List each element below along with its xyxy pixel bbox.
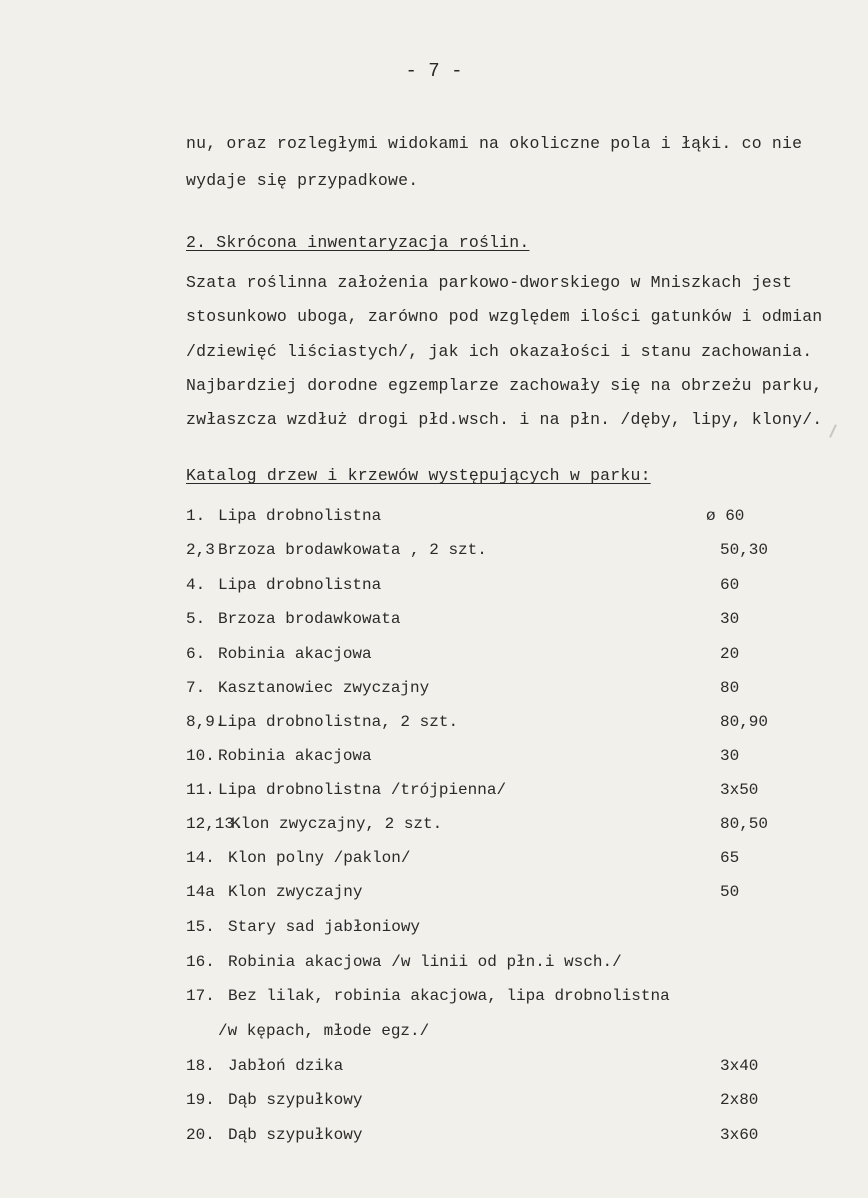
catalog-row: [186, 610, 786, 634]
catalog-name: Dąb szypułkowy: [228, 1091, 363, 1109]
catalog-number: 2,3: [186, 541, 215, 559]
catalog-value: 2x80: [720, 1091, 759, 1109]
catalog-row: [186, 849, 786, 873]
catalog-value: 80,90: [720, 713, 769, 731]
catalog-name: Lipa drobnolistna: [218, 507, 382, 525]
catalog-name: Brzoza brodawkowata: [218, 610, 401, 628]
catalog-name: Lipa drobnolistna: [218, 576, 382, 594]
catalog-number: 17.: [186, 987, 215, 1005]
catalog-number: 11.: [186, 781, 215, 799]
catalog-value: 80,50: [720, 815, 769, 833]
catalog-name: Lipa drobnolistna, 2 szt.: [218, 713, 459, 731]
catalog-name: Brzoza brodawkowata , 2 szt.: [218, 541, 487, 559]
intro-line: nu, oraz rozległymi widokami na okoliczne pola i łąki. co nie: [186, 134, 803, 153]
catalog-value: 3x50: [720, 781, 759, 799]
catalog-name: Jabłoń dzika: [228, 1057, 344, 1075]
catalog-number: 8,9.: [186, 713, 225, 731]
catalog-value: 60: [720, 576, 740, 594]
catalog-number: 14a: [186, 883, 215, 901]
catalog-name: Klon polny /paklon/: [228, 849, 411, 867]
catalog-continuation: /w kępach, młode egz./: [218, 1022, 430, 1040]
catalog-value: 30: [720, 610, 740, 628]
catalog-number: 20.: [186, 1126, 215, 1144]
page-number: - 7 -: [405, 60, 463, 82]
catalog-value: 30: [720, 747, 740, 765]
catalog-value: ø 60: [706, 507, 745, 525]
catalog-number: 6.: [186, 645, 206, 663]
catalog-row: [186, 1057, 786, 1081]
catalog-row: [186, 1126, 786, 1150]
catalog-name: Stary sad jabłoniowy: [228, 918, 421, 936]
catalog-name: Dąb szypułkowy: [228, 1126, 363, 1144]
catalog-name: Bez lilak, robinia akacjowa, lipa drobnolistna: [228, 987, 670, 1005]
catalog-number: 14.: [186, 849, 215, 867]
paragraph-line: /dziewięć liściastych/, jak ich okazałości i stanu zachowania.: [186, 342, 813, 361]
catalog-number: 12,13.: [186, 815, 244, 833]
paragraph-line: zwłaszcza wzdłuż drogi płd.wsch. i na płn. /dęby, lipy, klony/.: [186, 410, 823, 429]
catalog-row: [186, 679, 786, 703]
catalog-number: 15.: [186, 918, 215, 936]
catalog-row: [186, 747, 786, 771]
catalog-name: Klon zwyczajny: [228, 883, 363, 901]
catalog-row: [186, 815, 786, 839]
catalog-value: 50,30: [720, 541, 769, 559]
catalog-name: Klon zwyczajny, 2 szt.: [231, 815, 443, 833]
catalog-value: 50: [720, 883, 740, 901]
catalog-number: 1.: [186, 507, 206, 525]
catalog-name: Robinia akacjowa: [218, 645, 372, 663]
catalog-row: [186, 781, 786, 805]
catalog-row: [186, 507, 786, 531]
catalog-heading: Katalog drzew i krzewów występujących w parku:: [186, 466, 651, 485]
catalog-number: 16.: [186, 953, 215, 971]
catalog-row: [186, 953, 786, 977]
catalog-number: 19.: [186, 1091, 215, 1109]
catalog-row: [186, 576, 786, 600]
catalog-number: 18.: [186, 1057, 215, 1075]
catalog-row: [186, 918, 786, 942]
paragraph-line: Szata roślinna założenia parkowo-dworskiego w Mniszkach jest: [186, 273, 793, 292]
catalog-row: [186, 713, 786, 737]
catalog-row: [186, 645, 786, 669]
intro-line: wydaje się przypadkowe.: [186, 171, 419, 190]
paragraph-line: stosunkowo uboga, zarówno pod względem ilości gatunków i odmian: [186, 307, 823, 326]
catalog-row: [186, 987, 786, 1011]
catalog-number: 4.: [186, 576, 206, 594]
catalog-value: 80: [720, 679, 740, 697]
catalog-value: 3x60: [720, 1126, 759, 1144]
catalog-number: 5.: [186, 610, 206, 628]
catalog-number: 10.: [186, 747, 215, 765]
catalog-value: 20: [720, 645, 740, 663]
catalog-row: [186, 883, 786, 907]
catalog-value: 65: [720, 849, 740, 867]
catalog-name: Lipa drobnolistna /trójpienna/: [218, 781, 507, 799]
catalog-value: 3x40: [720, 1057, 759, 1075]
catalog-row: [186, 1091, 786, 1115]
pencil-mark: [829, 424, 837, 438]
section-heading: 2. Skrócona inwentaryzacja roślin.: [186, 233, 530, 252]
catalog-name: Robinia akacjowa /w linii od płn.i wsch./: [228, 953, 622, 971]
catalog-row: [186, 541, 786, 565]
paragraph-line: Najbardziej dorodne egzemplarze zachowały się na obrzeżu parku,: [186, 376, 823, 395]
catalog-name: Kasztanowiec zwyczajny: [218, 679, 430, 697]
catalog-name: Robinia akacjowa: [218, 747, 372, 765]
catalog-number: 7.: [186, 679, 206, 697]
